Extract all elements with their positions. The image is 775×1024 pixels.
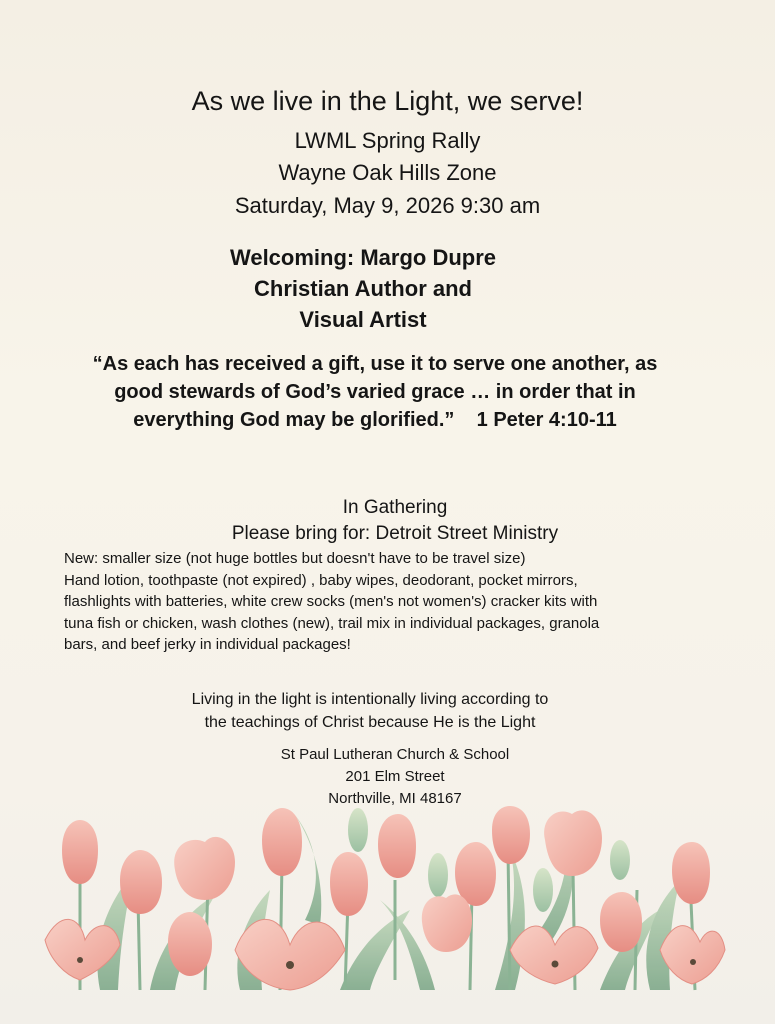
flyer-title: As we live in the Light, we serve!	[191, 86, 584, 116]
event-date-time: Saturday, May 9, 2026 9:30 am	[234, 193, 541, 218]
ingathering-bring: Please bring for: Detroit Street Ministry	[231, 523, 559, 544]
items-line: New: smaller size (not huge bottles but doesn't have to be travel size)	[64, 550, 526, 567]
zone-name: Wayne Oak Hills Zone	[278, 160, 497, 185]
tulip-border-illustration	[40, 800, 730, 995]
ingathering-heading: In Gathering	[342, 497, 448, 518]
welcome-speaker: Welcoming: Margo Dupre	[229, 245, 497, 270]
church-name: St Paul Lutheran Church & School	[280, 746, 510, 763]
living-line: Living in the light is intentionally living according to	[191, 691, 549, 708]
scripture-quote	[0, 350, 750, 434]
items-line: tuna fish or chicken, wash clothes (new), trail mix in individual packages, granola	[64, 614, 600, 632]
welcome-block	[0, 242, 726, 335]
living-statement	[0, 688, 740, 734]
items-line: flashlights with batteries, white crew socks (men's not women's) cracker kits with	[64, 593, 598, 610]
donation-items	[64, 548, 744, 656]
living-line: the teachings of Christ because He is the Light	[204, 714, 536, 731]
church-city: Northville, MI 48167	[328, 790, 462, 807]
quote-line: “As each has received a gift, use it to serve one another, as	[92, 353, 658, 375]
items-line: Hand lotion, toothpaste (not expired) , baby wipes, deodorant, pocket mirrors,	[64, 571, 578, 589]
event-name: LWML Spring Rally	[294, 128, 481, 153]
quote-line: good stewards of God’s varied grace … in order that in	[114, 381, 636, 403]
church-street: 201 Elm Street	[345, 768, 445, 785]
items-line: bars, and beef jerky in individual packages!	[64, 636, 351, 653]
quote-line: everything God may be glorified.” 1 Peter 4:10-11	[133, 409, 617, 431]
welcome-role-line1: Christian Author and	[254, 276, 472, 301]
welcome-role-line2: Visual Artist	[299, 307, 427, 332]
